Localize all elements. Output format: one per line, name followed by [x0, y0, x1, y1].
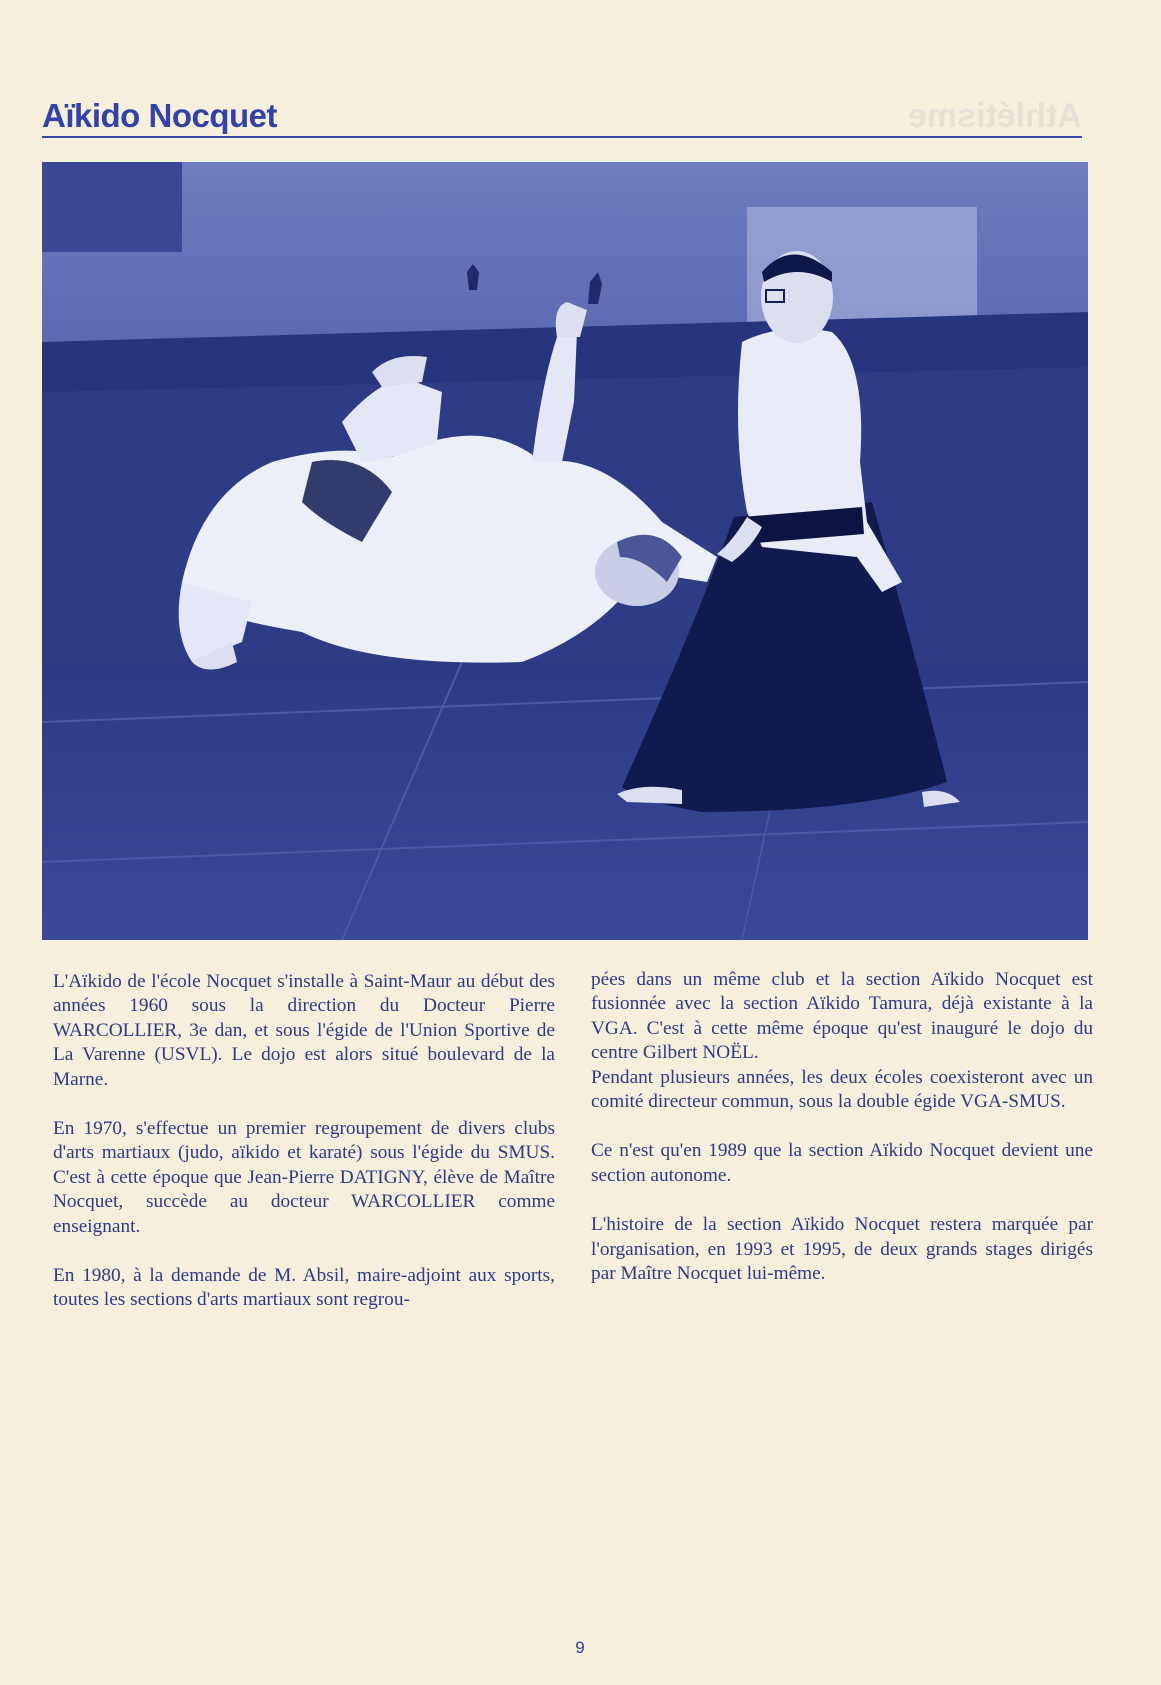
- paragraph: En 1980, à la demande de M. Absil, maire-adjoint aux sports, toutes les sections d'arts martiaux sont regrou-: [53, 1265, 555, 1311]
- paragraph: L'histoire de la section Aïkido Nocquet restera marquée par l'organisation, en 1993 et 1995, de deux grands stages dirigés par Maître Nocquet lui-même.: [591, 1214, 1093, 1285]
- paragraph: Ce n'est qu'en 1989 que la section Aïkido Nocquet devient une section autonome.: [591, 1140, 1093, 1186]
- page-title: Aïkido Nocquet: [42, 97, 278, 134]
- paragraph: En 1970, s'effectue un premier regroupement de divers clubs d'arts martiaux (judo, aïkido et karaté) sous l'égide du SMUS. C'est à cette époque que Jean-Pierre DATIGNY, élève de Maître Nocquet, succède au docteur WARCOLLIER comme enseignant.: [53, 1118, 555, 1237]
- paragraph: Pendant plusieurs années, les deux écoles coexisteront avec un comité directeur commun, sous la double égide VGA-SMUS.: [591, 1066, 1093, 1113]
- page-number: 9: [575, 1638, 585, 1657]
- article-column-left: [53, 970, 555, 1338]
- show-through-text: Athlétisme: [908, 97, 1082, 135]
- page-header: [42, 96, 1082, 138]
- paragraph: L'Aïkido de l'école Nocquet s'installe à Saint-Maur au début des années 1960 sous la direction du Docteur Pierre WARCOLLIER, 3e dan, et sous l'égide de l'Union Sportive de La Varenne (USVL). Le dojo est alors situé boulevard de la Marne.: [53, 971, 555, 1090]
- article-column-right: [591, 968, 1093, 1311]
- paragraph: pées dans un même club et la section Aïkido Nocquet est fusionnée avec la section Aïkido Tamura, déjà existante à la VGA. C'est à cette même époque qu'est inauguré le dojo du centre Gilbert NOËL.: [591, 969, 1093, 1064]
- aikido-photo: [42, 162, 1088, 940]
- photo-illustration: [42, 162, 1088, 940]
